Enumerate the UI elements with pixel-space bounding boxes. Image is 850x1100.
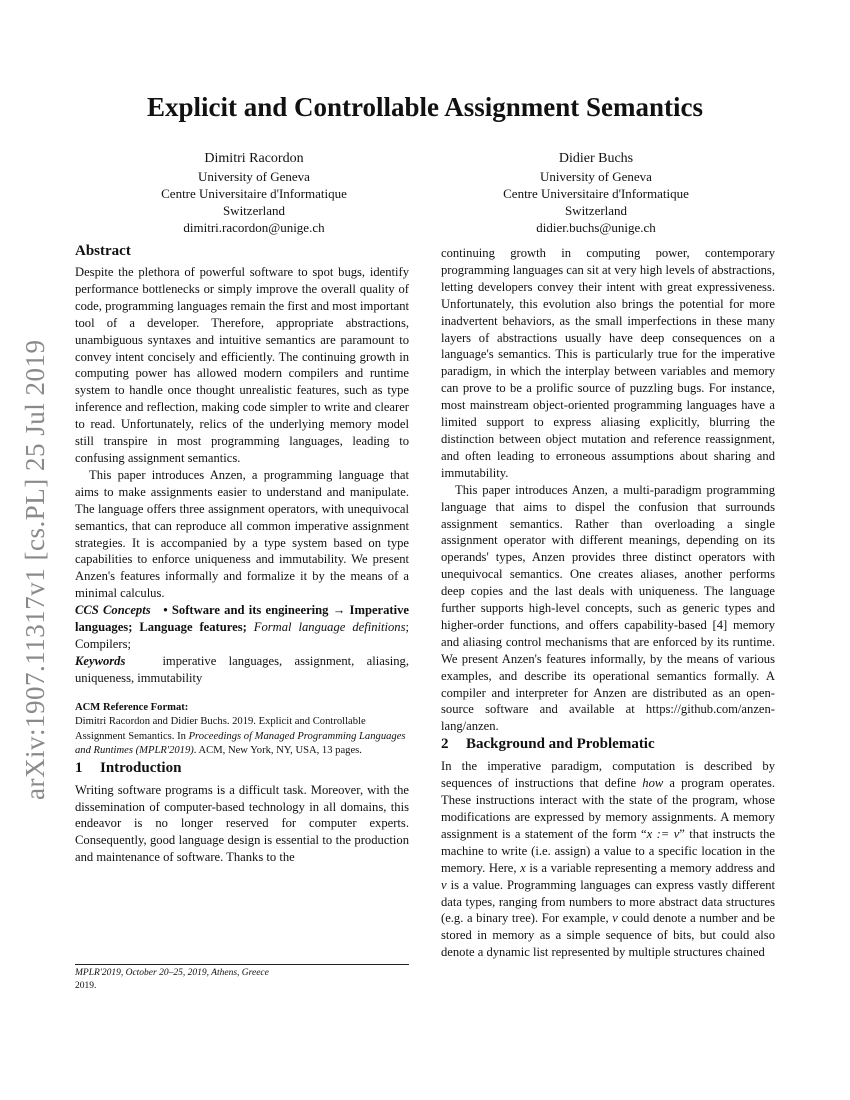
body-paragraph: Writing software programs is a difficult task. Moreover, with the dissemination of computer-based technology in all domains, this endeavor is no longer reserved for computer experts. Consequently, good language design is essential to the production and maintenance of software. Thanks to the [75, 782, 409, 865]
author-email[interactable]: dimitri.racordon@unige.ch [183, 220, 325, 235]
section-heading [75, 759, 409, 778]
right-column [441, 245, 775, 961]
abstract-paragraph: This paper introduces Anzen, a programming language that aims to make assignments easier to understand and manipulate. The language offers three assignment operators, with unequivocal semantics, that can reproduce all common imperative assignment strategies. It is accompanied by a type system based on type capabilities to enforce uniqueness and immutability. We present Anzen's features informally and formalize it by the means of a minimal calculus. [75, 467, 409, 601]
formula: x := v [646, 826, 680, 841]
section-title: Background and Problematic [466, 736, 655, 753]
author-affiliation: University of Geneva [540, 169, 652, 184]
author-name: Didier Buchs [558, 151, 634, 166]
author-affiliation: University of Geneva [198, 169, 310, 184]
keywords-lead: Keywords [75, 653, 126, 668]
ccs-item: Compilers; [75, 636, 131, 651]
paper-title: Explicit and Controllable Assignment Semantics [146, 92, 704, 122]
author-block-2 [431, 150, 761, 236]
ccs-item: Language features [139, 620, 243, 635]
ccs-item: Imperative languages [75, 603, 409, 635]
keywords-text: imperative languages, assignment, aliasing, uniqueness, immutability [75, 653, 409, 685]
acm-reference-heading: ACM Reference Format: [75, 701, 189, 713]
keywords [75, 653, 409, 687]
body-paragraph: continuing growth in computing power, contemporary programming languages can sit at very high levels of abstractions, letting developers convey their intent with great expressiveness. Unfortunately, this evolution also brings the potential for more inadvertent behaviors, as the small imperfections in these many layers of abstractions usually have deep consequences on a language's semantics. This is particularly true for the imperative paradigm, in which the interplay between variables and memory can prove to be a prolific source of puzzling bugs. For instance, most mainstream object-oriented programming languages have a limited support to express aliasing explicitly, blurring the distinction between object mutation and reference reassignment, and often leading to erroneous assumptions about sharing and immutability. [441, 246, 775, 480]
arxiv-identifier: arXiv:1907.11317v1 [cs.PL] 25 Jul 2019 [20, 339, 50, 800]
section-heading [441, 735, 775, 754]
abstract-paragraph: Despite the plethora of powerful software to spot bugs, identify performance bottlenecks or simply improve the overall quality of code, programming languages remain the first and most important tool of a developer. Therefore, appropriate abstractions, unambiguous syntaxes and intuitive semantics are paramount to convey intent concisely and efficiently. The continuing growth in computing power has allowed modern compilers and runtime system to handle once thought unrealistic features, such as type inference and reflection, making code simpler to write and clearer to read. Unfortunately, relics of the underlying memory model still transpire in most programming languages, leading to confusing assignment semantics. [75, 265, 409, 465]
author-email[interactable]: didier.buchs@unige.ch [536, 220, 656, 235]
proceedings-title: Proceedings of Managed Programming Languages and Runtimes (MPLR'2019) [75, 730, 406, 757]
body-paragraph: This paper introduces Anzen, a multi-paradigm programming language that aims to dispel the confusion that surrounds assignment semantics. Rather than overloading a single assignment operator with different meanings, depending on its operands' types, Anzen provides three distinct operators with unequivocal semantics. One creates aliases, another performs deep copies and the last deals with uniqueness. The language further supports high-level concepts, such as generic types and higher-order functions, and offers capability-based [4] memory and aliasing control mechanisms that are enforced by its runtime. We present Anzen's features informally, by the means of various examples, and describe its operational semantics formally. A compiler and interpreter for Anzen are distributed as an open-source software and available at https://github.com/anzen-lang/anzen. [441, 482, 775, 734]
ccs-subitem: Formal language definitions [253, 620, 406, 635]
body-paragraph: In the imperative paradigm, computation is described by sequences of instructions that define how a program operates. These instructions interact with the state of the program, whose modifications are expressed by memory assignments. A memory assignment is a statement of the form “x := v” that instructs the machine to write (i.e. assign) a value to a specific location in the memory. Here, x is a variable representing a memory address and v is a value. Programming languages can express vastly different data types, ranging from numbers to more abstract data structures (e.g. a binary tree). For example, v could denote a number and be stored in memory as a simple sequence of bits, but could also denote a dynamic list represented by multiple structures chained [441, 759, 776, 960]
ccs-lead: CCS Concepts [75, 603, 151, 618]
section-number: 1 [75, 759, 83, 776]
arrow-icon: → [332, 603, 346, 618]
footnote-venue: MPLR'2019, October 20–25, 2019, Athens, Greece [75, 968, 269, 978]
author-block-1 [89, 150, 419, 236]
author-name: Dimitri Racordon [204, 151, 304, 166]
footnote-year: 2019. [75, 981, 97, 991]
author-affiliation: Centre Universitaire d'Informatique [161, 186, 347, 201]
footnote [75, 964, 409, 993]
acm-reference [75, 701, 409, 759]
section-number: 2 [441, 736, 449, 753]
section-title: Introduction [100, 759, 182, 776]
ccs-category: • Software and its engineering [163, 603, 329, 618]
author-affiliation: Centre Universitaire d'Informatique [503, 186, 689, 201]
abstract-heading: Abstract [75, 243, 131, 259]
acm-reference-text: Dimitri Racordon and Didier Buchs. 2019. Explicit and Controllable Assignment Semantics. In Proceedings of Managed Programming Languages and Runtimes (MPLR'2019). ACM, New York, NY, USA, 13 pages. [75, 716, 406, 757]
author-country: Switzerland [222, 203, 286, 218]
ccs-concepts: CCS Concepts • Software and its engineering → Imperative languages; Language features; Formal language definitions; Compilers; [75, 603, 409, 651]
left-column [75, 242, 409, 866]
author-country: Switzerland [564, 203, 628, 218]
